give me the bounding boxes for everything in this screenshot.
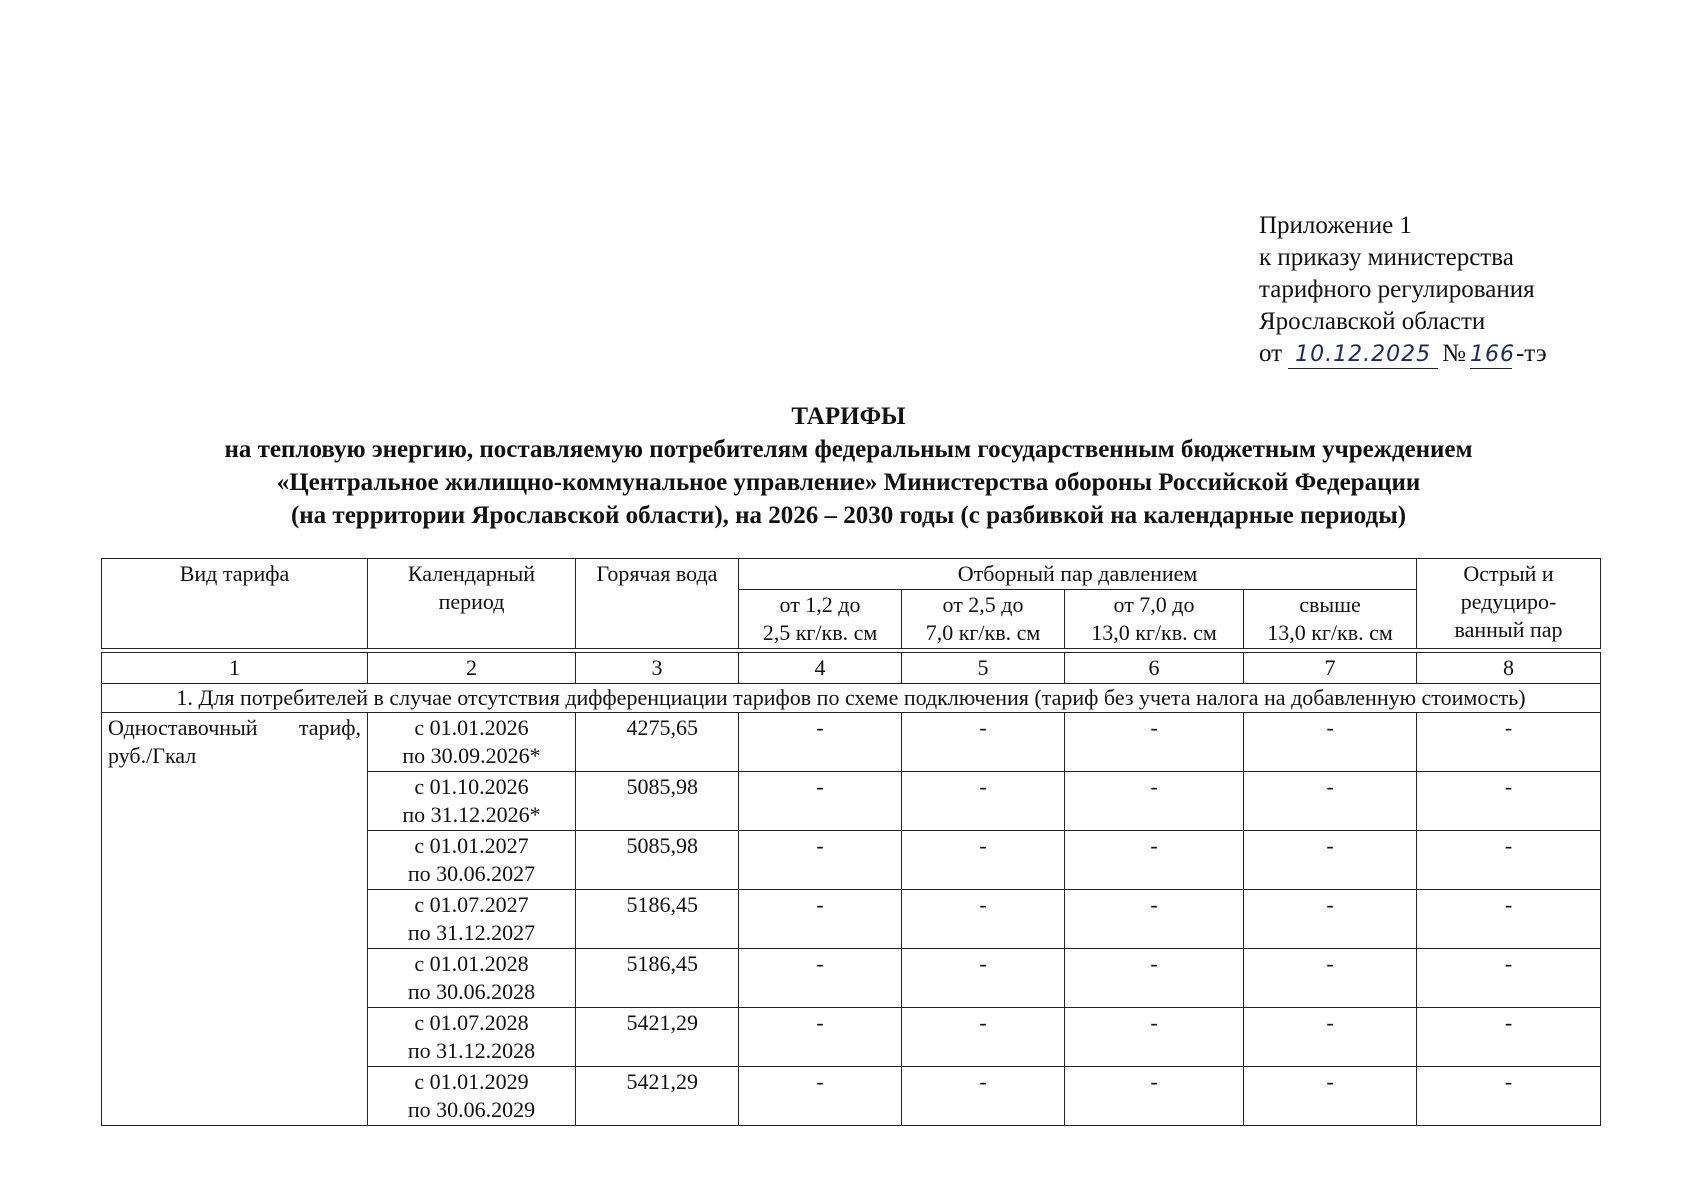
header-period: Календарный период: [368, 559, 576, 649]
steam-1-value: -: [739, 1008, 902, 1067]
steam-2-value: -: [902, 1067, 1065, 1126]
column-number: 7: [1244, 653, 1417, 684]
steam-2-value: -: [902, 890, 1065, 949]
steam-3-value: -: [1065, 772, 1244, 831]
header-steam: Отборный пар давлением: [739, 559, 1417, 590]
sharp-steam-value: -: [1417, 949, 1601, 1008]
period-cell: с 01.01.2029 по 30.06.2029: [368, 1067, 576, 1126]
document-heading: [60, 400, 1637, 532]
hot-water-value: 5186,45: [576, 890, 739, 949]
section-row: [102, 684, 1601, 713]
header-steam-2: от 2,5 до 7,0 кг/кв. см: [902, 590, 1065, 649]
sharp-steam-value: -: [1417, 831, 1601, 890]
steam-3-value: -: [1065, 949, 1244, 1008]
steam-2-value: -: [902, 1008, 1065, 1067]
steam-2-value: -: [902, 713, 1065, 772]
steam-4-value: -: [1244, 1067, 1417, 1126]
table-row: [102, 713, 1601, 772]
steam-3-value: -: [1065, 831, 1244, 890]
steam-4-value: -: [1244, 949, 1417, 1008]
number-sign: №: [1442, 340, 1466, 367]
period-cell: с 01.07.2027 по 31.12.2027: [368, 890, 576, 949]
steam-4-value: -: [1244, 772, 1417, 831]
hot-water-value: 5421,29: [576, 1067, 739, 1126]
document-subtitle-2: «Центральное жилищно-коммунальное управление» Министерства обороны Российской Федерации: [276, 469, 1421, 496]
steam-2-value: -: [902, 949, 1065, 1008]
steam-4-value: -: [1244, 890, 1417, 949]
steam-3-value: -: [1065, 1067, 1244, 1126]
document-subtitle-3: (на территории Ярославской области), на 2026 – 2030 годы (с разбивкой на календарные периоды): [290, 502, 1407, 529]
appendix-prefix: от: [1259, 340, 1283, 367]
section-title: 1. Для потребителей в случае отсутствия дифференциации тарифов по схеме подключения (тариф без учета налога на добавленную стоимость): [102, 684, 1601, 713]
header-tariff-type: Вид тарифа: [102, 559, 368, 649]
column-number: 2: [368, 653, 576, 684]
header-hot-water: Горячая вода: [576, 559, 739, 649]
steam-1-value: -: [739, 713, 902, 772]
appendix-line-2: к приказу министерства: [1259, 244, 1514, 271]
header-steam-4: свыше 13,0 кг/кв. см: [1244, 590, 1417, 649]
steam-1-value: -: [739, 772, 902, 831]
hot-water-value: 4275,65: [576, 713, 739, 772]
appendix-order-line: [1259, 338, 1547, 370]
hot-water-value: 5421,29: [576, 1008, 739, 1067]
sharp-steam-value: -: [1417, 772, 1601, 831]
column-number-row: [102, 653, 1601, 684]
header-steam-3: от 7,0 до 13,0 кг/кв. см: [1065, 590, 1244, 649]
column-number: 6: [1065, 653, 1244, 684]
column-number: 3: [576, 653, 739, 684]
steam-3-value: -: [1065, 890, 1244, 949]
sharp-steam-value: -: [1417, 890, 1601, 949]
column-number: 5: [902, 653, 1065, 684]
period-cell: с 01.01.2028 по 30.06.2028: [368, 949, 576, 1008]
header-row-1: [102, 559, 1601, 590]
steam-3-value: -: [1065, 1008, 1244, 1067]
column-number: 1: [102, 653, 368, 684]
tariff-name-cell: Одноставочный тариф, руб./Гкал: [102, 713, 368, 1126]
steam-4-value: -: [1244, 713, 1417, 772]
period-cell: с 01.07.2028 по 31.12.2028: [368, 1008, 576, 1067]
steam-1-value: -: [739, 949, 902, 1008]
hot-water-value: 5085,98: [576, 772, 739, 831]
hot-water-value: 5085,98: [576, 831, 739, 890]
header-sharp-steam: Острый и редуциро- ванный пар: [1417, 559, 1601, 649]
period-cell: с 01.01.2027 по 30.06.2027: [368, 831, 576, 890]
steam-2-value: -: [902, 772, 1065, 831]
column-number: 4: [739, 653, 902, 684]
handwritten-date: 10.12.2025: [1288, 342, 1438, 369]
document-title: ТАРИФЫ: [791, 403, 906, 430]
steam-4-value: -: [1244, 831, 1417, 890]
appendix-block: [1259, 210, 1547, 370]
appendix-line-3: тарифного регулирования: [1259, 276, 1535, 303]
tariff-table: [101, 558, 1601, 1126]
sharp-steam-value: -: [1417, 1008, 1601, 1067]
appendix-line-1: Приложение 1: [1259, 212, 1412, 239]
sharp-steam-value: -: [1417, 1067, 1601, 1126]
sharp-steam-value: -: [1417, 713, 1601, 772]
steam-1-value: -: [739, 890, 902, 949]
steam-1-value: -: [739, 1067, 902, 1126]
period-cell: с 01.01.2026 по 30.09.2026*: [368, 713, 576, 772]
appendix-suffix: -тэ: [1515, 340, 1547, 367]
document-subtitle-1: на тепловую энергию, поставляемую потребителям федеральным государственным бюджетным учреждением: [224, 436, 1473, 463]
steam-2-value: -: [902, 831, 1065, 890]
header-steam-1: от 1,2 до 2,5 кг/кв. см: [739, 590, 902, 649]
appendix-line-4: Ярославской области: [1259, 308, 1486, 335]
period-cell: с 01.10.2026 по 31.12.2026*: [368, 772, 576, 831]
handwritten-number: 166: [1469, 342, 1515, 367]
steam-4-value: -: [1244, 1008, 1417, 1067]
hot-water-value: 5186,45: [576, 949, 739, 1008]
column-number: 8: [1417, 653, 1601, 684]
steam-1-value: -: [739, 831, 902, 890]
steam-3-value: -: [1065, 713, 1244, 772]
